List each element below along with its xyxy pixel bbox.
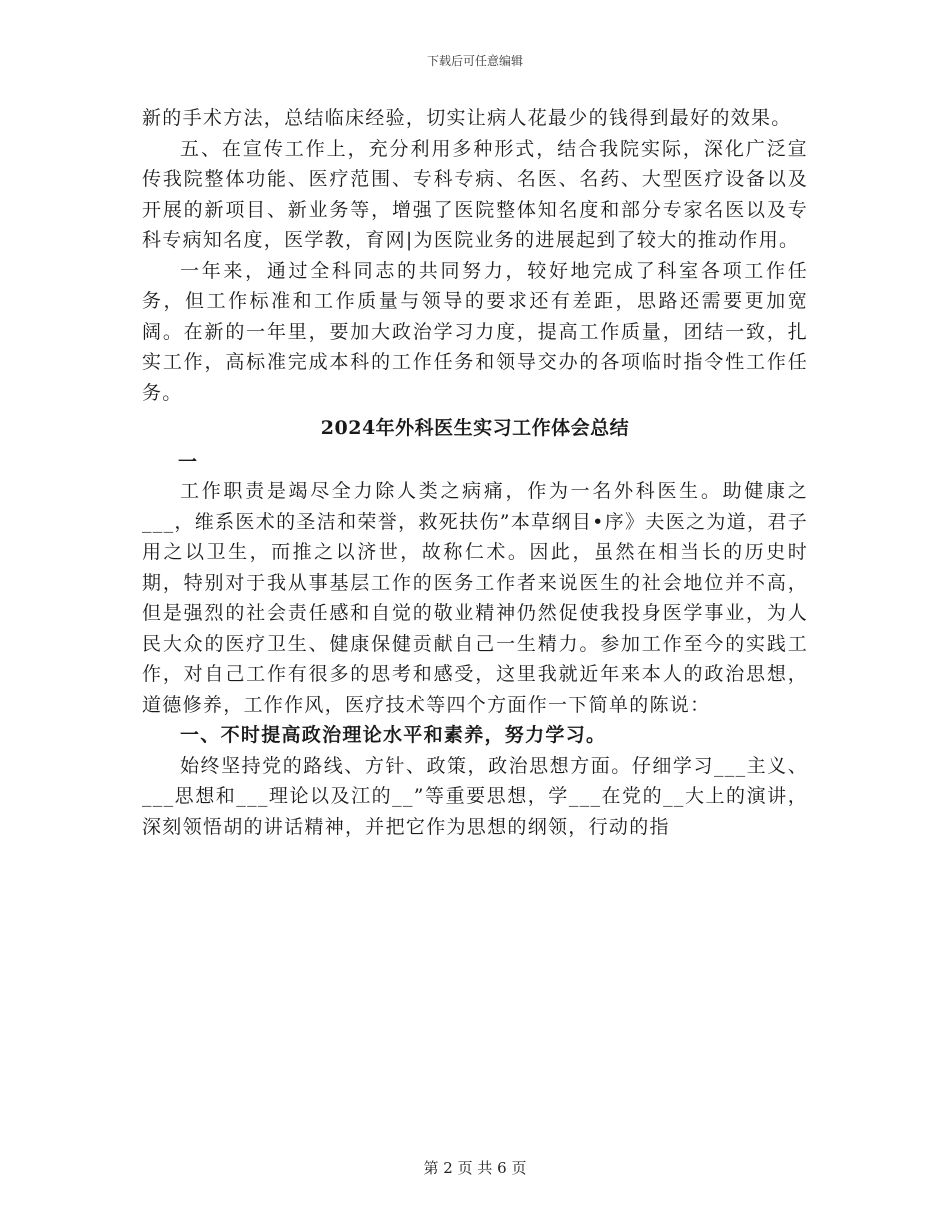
page-header: 下载后可任意编辑 xyxy=(426,54,523,68)
document-title: 2024年外科医生实习工作体会总结 xyxy=(320,417,630,439)
section-dash: 一 xyxy=(178,451,199,473)
paragraph-duty: 工作职责是竭尽全力除人类之病痛，作为一名外科医生。助健康之___，维系医术的圣洁和荣誉，救死扶伤”本草纲目•序》夫医之为道，君子用之以卫生，而推之以济世，故称仁术。因此，虽然在相当长的历史时期，特别对于我从事基层工作的医务工作者来说医生的社会地位并不高，但是强烈的社会责任感和自觉的敬业精神仍然促使我投身医学事业，为人民大众的医疗卫生、健康保健贡献自己一生精力。参加工作至今的实践工作，对自己工作有很多的思考和感受，这里我就近年来本人的政治思想，道德修养，工作作风，医疗技术等四个方面作一下简单的陈说： xyxy=(142,480,808,716)
paragraph-year-summary: 一年来，通过全科同志的共同努力，较好地完成了科室各项工作任务，但工作标准和工作质量与领导的要求还有差距，思路还需要更加宽阔。在新的一年里，要加大政治学习力度，提高工作质量，团结一致，扎实工作，高标准完成本科的工作任务和领导交办的各项临时指令性工作任务。 xyxy=(142,259,808,404)
paragraph-continuation: 新的手术方法，总结临床经验，切实让病人花最少的钱得到最好的效果。 xyxy=(142,107,792,129)
paragraph-publicity: 五、在宣传工作上，充分利用多种形式，结合我院实际，深化广泛宣传我院整体功能、医疗范围、专科专病、名医、名药、大型医疗设备以及开展的新项目、新业务等，增强了医院整体知名度和部分专家名医以及专科专病知名度，医学教，育网|为医院业务的进展起到了较大的推动作用。 xyxy=(142,137,808,251)
page-number: 第 2 页 共 6 页 xyxy=(423,1159,527,1177)
section-heading-1: 一、不时提高政治理论水平和素养，努力学习。 xyxy=(180,724,607,746)
paragraph-politics: 始终坚持党的路线、方针、政策，政治思想方面。仔细学习___主义、___思想和___理论以及江的__”等重要思想，学___在党的__大上的演讲，深刻领悟胡的讲话精神，并把它作为思想的纲领，行动的指 xyxy=(142,754,808,838)
document-body xyxy=(142,103,808,842)
